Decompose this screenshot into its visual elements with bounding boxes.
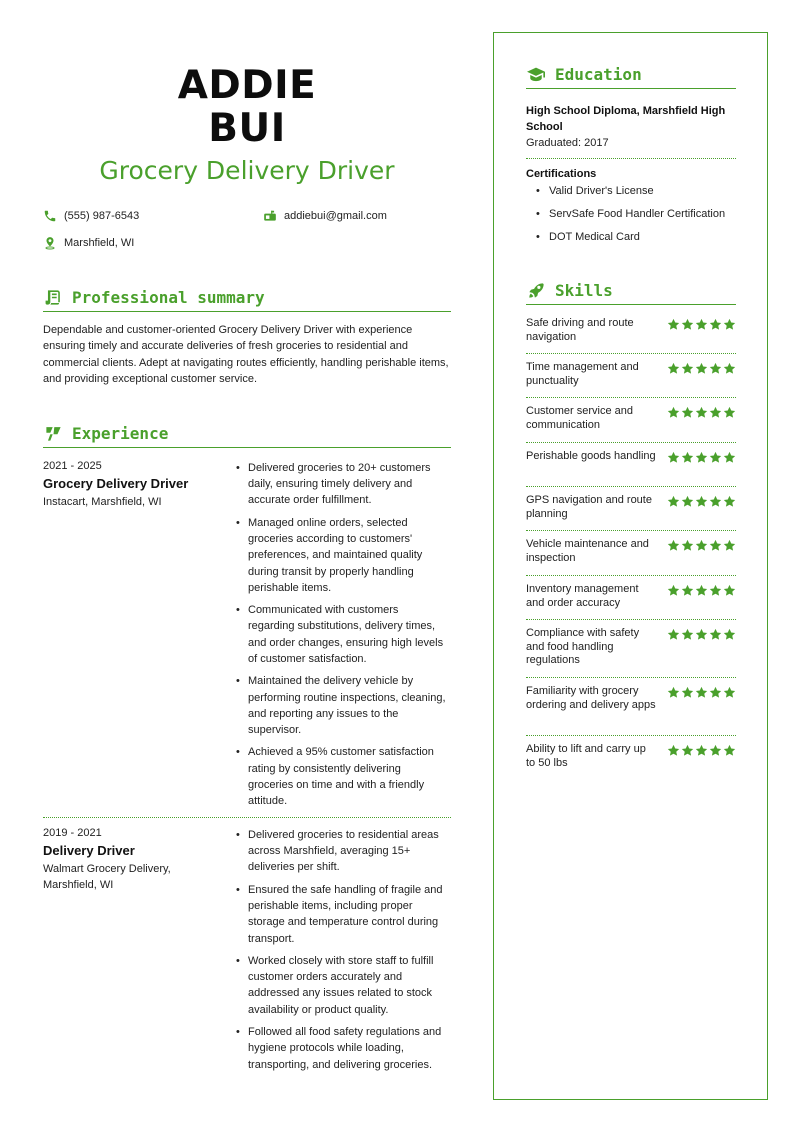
flag-icon [43, 424, 63, 444]
contact-email [263, 209, 387, 223]
star-icon [694, 406, 708, 424]
star-icon [722, 628, 736, 646]
experience-heading-text: Experience [72, 424, 169, 443]
skill-item [526, 361, 736, 388]
star-icon [708, 584, 722, 602]
star-icon [708, 686, 722, 704]
star-icon [680, 406, 694, 424]
summary-heading-text: Professional summary [72, 288, 265, 307]
job-bullet: • Delivered groceries to residential areas across Marshfield, averaging 15+ deliveries per shift. [235, 827, 447, 876]
education-degree: High School Diploma, Marshfield High School [526, 105, 726, 133]
skill-divider [526, 442, 736, 443]
education-graduated: Graduated: 2017 [526, 137, 609, 149]
education-heading [526, 61, 736, 89]
star-icon [722, 686, 736, 704]
job-dates: 2021 - 2025 [43, 460, 102, 472]
star-icon [666, 686, 680, 704]
star-icon [708, 495, 722, 513]
star-icon [722, 318, 736, 336]
star-icon [708, 451, 722, 469]
job-bullet: • Maintained the delivery vehicle by performing routine inspections, cleaning, and reporting any issues to the supervisor. [235, 673, 447, 738]
star-icon [708, 628, 722, 646]
certifications-list [536, 185, 736, 254]
job-entry-2 [43, 827, 451, 1071]
star-icon [708, 744, 722, 762]
skill-item [526, 583, 736, 610]
star-icon [666, 362, 680, 380]
skill-item [526, 494, 736, 521]
skill-item [526, 317, 736, 344]
skills-heading [526, 277, 736, 305]
summary-heading [43, 284, 451, 312]
skill-divider [526, 575, 736, 576]
star-icon [680, 686, 694, 704]
star-icon [694, 451, 708, 469]
certification-item: • DOT Medical Card [536, 231, 736, 254]
skill-item [526, 450, 736, 464]
skill-rating [666, 744, 736, 762]
job-entry-1 [43, 460, 451, 808]
contact-location [43, 236, 134, 250]
star-icon [708, 539, 722, 557]
job-dates: 2019 - 2021 [43, 827, 102, 839]
skill-name: Compliance with safety and food handling regulations [526, 627, 640, 667]
name-last: BUI [208, 106, 286, 151]
location-pin-icon [43, 236, 57, 250]
education-divider [526, 158, 736, 159]
star-icon [680, 584, 694, 602]
star-icon [680, 628, 694, 646]
star-icon [666, 451, 680, 469]
star-icon [708, 406, 722, 424]
skill-name: GPS navigation and route planning [526, 494, 652, 520]
star-icon [694, 744, 708, 762]
sidebar [493, 32, 768, 1100]
star-icon [680, 451, 694, 469]
star-icon [666, 539, 680, 557]
skill-divider [526, 619, 736, 620]
skill-rating [666, 318, 736, 336]
job-bullet: • Delivered groceries to 20+ customers daily, ensuring timely delivery and accurate order fulfillment. [235, 460, 447, 509]
job-company: Instacart, Marshfield, WI [43, 496, 162, 508]
star-icon [680, 495, 694, 513]
star-icon [666, 628, 680, 646]
star-icon [694, 686, 708, 704]
job-title: Grocery Delivery Driver [99, 156, 395, 185]
certification-item: • Valid Driver's License [536, 185, 736, 208]
star-icon [722, 744, 736, 762]
skill-rating [666, 686, 736, 704]
skill-divider [526, 397, 736, 398]
star-icon [722, 539, 736, 557]
skill-divider [526, 735, 736, 736]
job-bullet: • Achieved a 95% customer satisfaction rating by consistently delivering groceries on time and with a friendly attitude. [235, 744, 447, 809]
star-icon [666, 406, 680, 424]
star-icon [694, 362, 708, 380]
skill-name: Familiarity with grocery ordering and delivery apps [526, 685, 656, 711]
star-icon [680, 539, 694, 557]
skill-item [526, 405, 736, 432]
star-icon [666, 318, 680, 336]
star-icon [722, 495, 736, 513]
star-icon [666, 584, 680, 602]
name-first: ADDIE [177, 63, 317, 108]
skill-divider [526, 353, 736, 354]
job-bullet: • Managed online orders, selected groceries according to customers' preferences, and maintained quality during transit by properly handling perishable items. [235, 515, 447, 596]
experience-heading [43, 420, 451, 448]
phone-icon [43, 209, 57, 223]
star-icon [680, 744, 694, 762]
skill-divider [526, 486, 736, 487]
skill-item [526, 685, 736, 712]
certification-item: • ServSafe Food Handler Certification [536, 208, 736, 231]
star-icon [666, 744, 680, 762]
star-icon [722, 584, 736, 602]
skill-name: Vehicle maintenance and inspection [526, 538, 649, 564]
star-icon [680, 318, 694, 336]
skills-heading-text: Skills [555, 281, 613, 300]
skill-item [526, 627, 736, 668]
skill-divider [526, 677, 736, 678]
star-icon [694, 584, 708, 602]
star-icon [694, 628, 708, 646]
skill-rating [666, 584, 736, 602]
skill-rating [666, 406, 736, 424]
job-bullet: • Worked closely with store staff to fulfill customer orders accurately and addressed any issues related to stock availability or product quality. [235, 953, 447, 1018]
skill-divider [526, 530, 736, 531]
graduation-cap-icon [526, 65, 546, 85]
candidate-name [43, 64, 451, 150]
skill-rating [666, 451, 736, 469]
skill-name: Safe driving and route navigation [526, 317, 634, 343]
star-icon [722, 406, 736, 424]
star-icon [708, 362, 722, 380]
phone-text: (555) 987-6543 [64, 210, 140, 222]
job-company: Walmart Grocery Delivery, Marshfield, WI [43, 863, 171, 891]
contact-phone [43, 209, 139, 223]
skill-name: Inventory management and order accuracy [526, 583, 639, 609]
skill-rating [666, 628, 736, 646]
skill-item [526, 538, 736, 565]
skill-name: Perishable goods handling [526, 450, 656, 462]
job-bullets [235, 827, 447, 1079]
summary-text: Dependable and customer-oriented Grocery Delivery Driver with experience ensuring timely and accurate deliveries of fresh groceries to residential and commercial clients. Adept at navigating routes efficiently, handling perishable items, and providing exceptional customer service. [43, 324, 449, 385]
job-role: Delivery Driver [43, 843, 135, 858]
skill-rating [666, 539, 736, 557]
star-icon [722, 451, 736, 469]
education-heading-text: Education [555, 65, 642, 84]
education-entry [526, 103, 736, 151]
mailbox-icon [263, 209, 277, 223]
email-text: addiebui@gmail.com [284, 210, 387, 222]
star-icon [666, 495, 680, 513]
certifications-heading: Certifications [526, 168, 597, 180]
scroll-icon [43, 288, 63, 308]
skill-rating [666, 495, 736, 513]
skill-item [526, 743, 736, 770]
location-text: Marshfield, WI [64, 237, 135, 249]
skill-name: Customer service and communication [526, 405, 633, 431]
star-icon [680, 362, 694, 380]
job-bullet: • Followed all food safety regulations and hygiene protocols while loading, transporting, and delivering groceries. [235, 1024, 447, 1073]
skill-name: Time management and punctuality [526, 361, 639, 387]
star-icon [708, 318, 722, 336]
job-bullet: • Ensured the safe handling of fragile and perishable items, including proper storage and temperature control during transport. [235, 882, 447, 947]
skill-name: Ability to lift and carry up to 50 lbs [526, 743, 646, 769]
rocket-icon [526, 281, 546, 301]
job-bullet: • Communicated with customers regarding substitutions, delivery times, and order changes, ensuring high levels of customer satisfaction. [235, 602, 447, 667]
job-divider [43, 817, 451, 818]
star-icon [722, 362, 736, 380]
job-role: Grocery Delivery Driver [43, 476, 189, 491]
star-icon [694, 539, 708, 557]
skill-rating [666, 362, 736, 380]
star-icon [694, 318, 708, 336]
star-icon [694, 495, 708, 513]
job-bullets [235, 460, 447, 816]
